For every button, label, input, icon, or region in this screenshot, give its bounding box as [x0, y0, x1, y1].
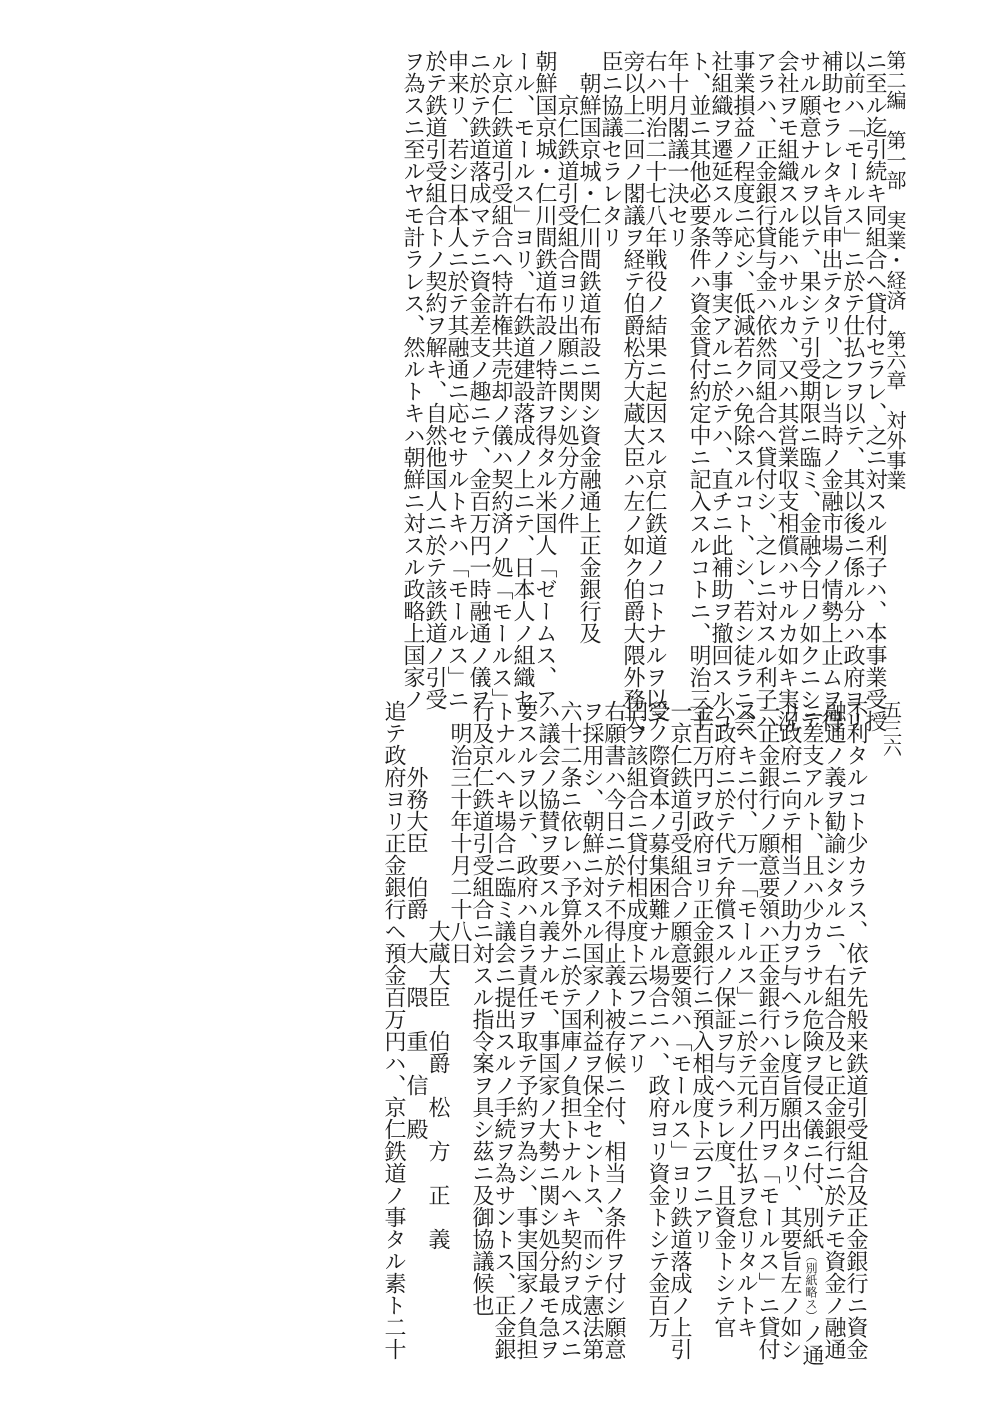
document-title-line: 京仁鉄道引受組合ヨリ出願ニ関シ処分方ノ件	[554, 50, 579, 534]
text-column: 一正金銀行ノ願意要領ハ正金銀行ハ金百万円ヲ「モールス」ニ貸付	[755, 700, 780, 1360]
text-column: 不利タルコト少カラス、依テ先般来鉄道引受組合及正金銀行ニ資金	[843, 700, 868, 1360]
text-column: トナルヘキ場合ニ臨ミ議会ニ提出スルノ手続ヲ為サントス、正金銀	[491, 700, 516, 1360]
text-column: アラハ、正金銀行貸与金ハ依然同組合ヘ貸付シ、之レニ対スル利子ハ	[752, 50, 777, 732]
text-column: 受ノ際資本ノ募集困難ナル場合ニハ、政府ヨリ資金トシテ金百万	[645, 700, 670, 1338]
text-column: ハ議会ノ協賛ヲ要スル義ナルモ、事国家ノ大勢ニ関シ処分最モ急ヲ	[535, 700, 560, 1360]
text-column: 円ヲ該組合ニ貸付相成度ト云フニアリ	[623, 700, 648, 1074]
text-column: 六十二条ニ依レハ予算外ニ於テ国庫ノ負担トナルヘキ契約ヲ成スニ	[557, 700, 582, 1360]
text-column: 補助セラレタキ旨申出テタリ、之レ当時ノ金融市場ノ情勢上止ムヲ得	[818, 50, 843, 732]
document-title-line: 朝鮮国京城・仁川間鉄道布設ニ関シ資金融通上正金銀行及	[576, 50, 601, 644]
inline-note: （別紙略ス）	[804, 1250, 818, 1322]
text-column: ト、並ニ其他必要条件ハ資金貸付約定中ニ記入スルコトニ、明治三十	[686, 50, 711, 732]
text-column: 追テ政府ヨリ正金銀行ヘ預金百万円ハ、京仁鉄道ノ事タル素ト二十	[381, 700, 406, 1360]
text-column: ハ政府ニ於テ代テ弁償スルノ保証ヲ与ヘラレ度、且資金トシテ官	[711, 700, 736, 1338]
lower-text-block	[45, 700, 900, 1385]
text-column: 要スルヲ以テ、政府ハ自ラ責任ヲ取テ予約ヲ為シ、事実国家ノ負担	[513, 700, 538, 1360]
text-column: 融通ノ義ヲ勧諭シタルニ、右組合及ヒ正金銀行ニ於テモ資金ノ融通	[821, 700, 846, 1360]
text-column: スヘキニ付、万一「モールス」ニ於テ元利ノ仕払ヲ怠リタルトキ	[733, 700, 758, 1338]
text-column-main: ニ差支アルト、且ハ少カラサル危険ヲ侵ス儀ニ付、別紙	[799, 700, 824, 1250]
text-column: 年十月閣議一決セリ	[664, 50, 689, 248]
text-column: 右ハ明治二十七八年戦役ノ結果ニ起因スル京仁鉄道ノコトナルヲ以テ	[642, 50, 667, 732]
text-column	[800, 700, 822, 1385]
text-column: 金百万円ヲ政府ヨリ正金銀行ニ預入相成度ト云フニアリ	[689, 700, 714, 1250]
text-column: ール、モールス」ヨリ、右鉄道建設落成ノ上ニテ、日本人ノ組織セ	[510, 50, 535, 710]
text-column: ル京仁鉄道引受組合ヘ特許権共売却ノ儀ハ契約済ノ処「モールス」	[488, 50, 513, 710]
text-column: ヲ為スニ至ルヤモ計ラレス、然ルトキハ朝鮮ニ対スル政略上国家ノ	[400, 50, 425, 710]
text-column: 社組織ヲ遷延スル等ノ事実アルニ於テハ、直チニ此補助ヲ撤回スルコ	[708, 50, 733, 732]
text-column-tail: ノ通	[799, 1322, 824, 1366]
text-column: 右願書ハ今日ニ於テ不得止義ト被存候ニ付、相当ノ条件ヲ付シ願意	[601, 700, 626, 1360]
text-column: 行及京仁鉄道引受組合ニ対スル指令案ヲ具シ茲ニ及御協議候也	[469, 700, 494, 1316]
text-column: 臣ニ協議セラレタリ	[598, 50, 623, 248]
signature-recipient: 外務大臣 伯爵 大 隈 重 信 殿	[403, 700, 428, 1140]
text-column: ニ至ル迄引続キ同組合ヘ貸付セラレ、之ニ対スル利子ハ、本事業受授	[862, 50, 887, 732]
text-column: 事業損益ノ程度ニ応シ、低減若クハ免除スルコト、シ、若シ徒ラニ会	[730, 50, 755, 732]
text-column: 朝鮮国京城・仁川間鉄道布設ノ特許ヲ得タル米国人「ゼームス、ア	[532, 50, 557, 710]
text-column: 於テ鉄道引受組合トノ契約ヲ解キ、自然他国人ニ於テ該鉄道ノ引受	[422, 50, 447, 710]
running-header: 第二編 第一部 実業・経済 第六章 対外事業	[883, 50, 907, 490]
text-column: 以前ハ「モールス」ニ於テ仕払フヲ以テ、其以後ニ係ル分ハ政府ヨリ	[840, 50, 865, 732]
text-column: 申来リ、若シ日本人ニ於テ其融通ニ応セサルトキハ「モールス」ニ	[444, 50, 469, 710]
text-column: ニ於テ鉄道落成マテニ資金差支ノ趣ニテ、金百万円一時融通ノ儀ヲ	[466, 50, 491, 710]
text-column: 旁以上二回ノ閣議ヲ経テ伯爵松方大蔵大臣ハ左ノ如ク伯爵大隈外務大	[620, 50, 645, 732]
text-column: ヲ採用シ、朝鮮ニ対スル国家ノ利益ヲ保全セントス、而シテ憲法第	[579, 700, 604, 1360]
text-column: リ政府ニ向テ相当ノ助力ヲ与ヘラレ度旨願出タリ、其要旨左ノ如シ	[777, 700, 802, 1360]
text-column: 一京仁鉄道引受組合ノ願意要領ハ「モールス」ヨリ鉄道落成ノ上引	[667, 700, 692, 1360]
date-line: 明治三十年十月二十八日	[447, 700, 472, 964]
text-column: 会社ヲモ組織スル能ハサルカ、又ハ其営業収支相償ハサルカ如キ実況	[774, 50, 799, 732]
signature-sender: 大蔵大臣 伯爵 松 方 正 義	[425, 700, 450, 1250]
page-number: 五三六	[880, 700, 902, 757]
text-column: サル願意ナルヲ以テ、果シテ引受期限ニ臨ミ、金融今日ノ如クニシテ	[796, 50, 821, 732]
